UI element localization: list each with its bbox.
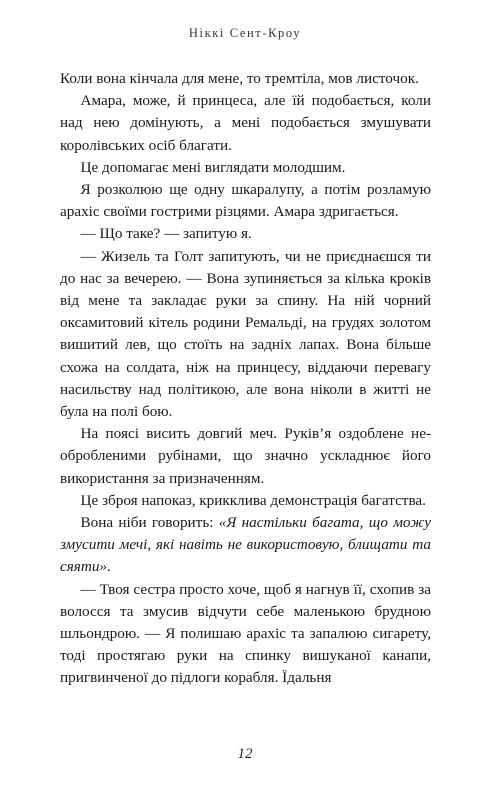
paragraph: Це зброя напоказ, крикклива демонстрація багатства. [80,491,426,509]
paragraph: Коли вона кінчала для мене, то тремтіла, мов листочок. [60,70,419,87]
paragraph-with-quote [60,512,431,579]
paragraph-text: . [107,558,111,576]
paragraph: — Жизель та Голт запитують, чи не приєднаєшся ти до нас за вечерею. — Вона зупиняється за кілька кроків від мене та закладає руки за спину. На ній чорний оксамитовий кітель родини Ремальді, на грудях золотом вишитий лев, що стоїть на задніх лапах. Вона більше схожа на солдата, ніж на принцесу, віддаючи перевагу насильству над політикою, але вона ніколи в житті не була на полі бою. [60,247,431,421]
paragraph: — Твоя сестра просто хоче, щоб я нагнув її, схопив за волосся та змусив відчути себе маленькою брудною шльондрою. — Я полишаю арахіс та запалюю сигарету, тоді простягаю руки на спинку вишуканої канапи, пригвинченої до підлоги корабля. Їдальня [60,580,431,687]
paragraph: Амара, може, й принцеса, але їй подобається, коли над нею домінують, а мені подобається змушувати королівських осіб благати. [60,92,431,154]
italic-quote: «Я настільки багата, що можу змусити мечі, які навіть не використовую, блищати та сяяти» [60,514,431,576]
body-text [60,68,431,690]
page-number: 12 [237,746,253,762]
paragraph: Це допомагає мені виглядати молодшим. [80,158,346,176]
paragraph: — Що таке? — запитую я. [80,225,252,243]
paragraph-text: Вона ніби говорить: [80,514,219,532]
paragraph: На поясі висить довгий меч. Руків’я оздоблене необробленими рубінами, що значно ускладнює його використання за призначенням. [60,425,431,487]
paragraph: Я розколюю ще одну шкаралупу, а потім розламую арахіс своїми гострими різцями. Амара здригається. [60,181,431,221]
running-head-author: Ніккі Сент-Кроу [188,26,302,40]
